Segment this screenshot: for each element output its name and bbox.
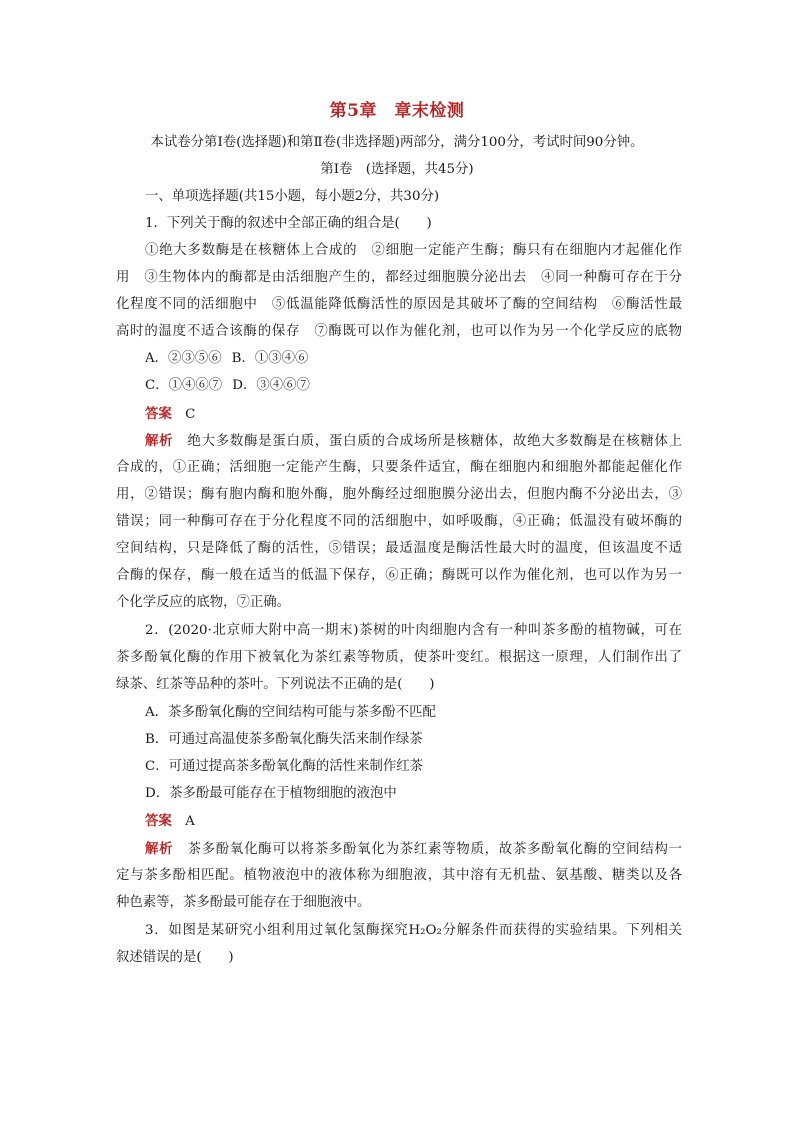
q2-stem-line: 绿茶、红茶等品种的茶叶。下列说法不正确的是( ) <box>116 677 435 692</box>
chapter-title: 第5章 章末检测 <box>329 101 465 121</box>
q1-analysis-line: 个化学反应的底物，⑦正确。 <box>116 595 291 610</box>
answer-label: 答案 <box>145 406 172 422</box>
analysis-text: 茶多酚氧化酶可以将茶多酚氧化为茶红素等物质，故茶多酚氧化酶的空间结构一 <box>187 842 682 857</box>
q1-options-row <box>145 349 682 369</box>
q2-stem: 2．(2020·北京师大附中高一期末)茶树的叶肉细胞内含有一种叫茶多酚的植物碱，可在 <box>145 623 682 638</box>
answer-value: A <box>185 814 195 829</box>
q1-analysis-line: 合成的，①正确；活细胞一定能产生酶，只要条件适宜，酶在细胞内和细胞外都能起催化作 <box>116 460 682 475</box>
q3-stem-line: 叙述错误的是( ) <box>116 950 234 965</box>
q3-stem: 3．如图是某研究小组利用过氧化氢酶探究H₂O₂分解条件而获得的实验结果。下列相关 <box>145 923 682 938</box>
q1-body-line: 高时的温度不适合该酶的保存 ⑦酶既可以作为催化剂，也可以作为另一个化学反应的底物 <box>116 324 682 339</box>
q2-answer <box>145 811 682 832</box>
q2-analysis-line: 定与茶多酚相匹配。植物液泡中的液体称为细胞液，其中溶有无机盐、氨基酸、糖类以及各 <box>116 868 682 883</box>
exam-intro: 本试卷分第Ⅰ卷(选择题)和第Ⅱ卷(非选择题)两部分，满分100分，考试时间90分钟。 <box>150 135 644 150</box>
q2-stem-line: 茶多酚氧化酶的作用下被氧化为茶红素等物质，使茶叶变红。根据这一原理，人们制作出了 <box>116 650 682 665</box>
q2-option-b: B．可通过高温使茶多酚氧化酶失活来制作绿茶 <box>145 732 423 747</box>
q2-option-a: A．茶多酚氧化酶的空间结构可能与茶多酚不匹配 <box>145 705 436 720</box>
q2-option-c: C．可通过提高茶多酚氧化酶的活性来制作红茶 <box>145 759 424 774</box>
answer-value: C <box>185 407 196 422</box>
q1-option-c: C．①④⑥⑦ <box>145 378 223 393</box>
q1-option-b: B．①③④⑥ <box>231 351 309 366</box>
analysis-label: 解析 <box>145 433 174 449</box>
q1-answer <box>145 404 682 425</box>
analysis-text: 绝大多数酶是蛋白质，蛋白质的合成场所是核糖体，故绝大多数酶是在核糖体上 <box>187 434 682 449</box>
q1-body-line: 化程度不同的活细胞中 ⑤低温能降低酶活性的原因是其破坏了酶的空间结构 ⑥酶活性最 <box>116 297 682 312</box>
q1-analysis-line <box>145 431 682 452</box>
q2-option-d: D．茶多酚最可能存在于植物细胞的液泡中 <box>145 786 397 801</box>
q2-analysis-line: 种色素等，茶多酚最可能存在于细胞液中。 <box>116 895 371 910</box>
part1-header: 第Ⅰ卷 (选择题，共45分) <box>320 162 474 177</box>
q1-analysis-line: 合酶的保存，酶一般在适当的低温下保存，⑥正确；酶既可以作为催化剂，也可以作为另一 <box>116 568 682 583</box>
q2-analysis-line <box>145 839 682 860</box>
q1-body-line: 用 ③生物体内的酶都是由活细胞产生的，都经过细胞膜分泌出去 ④同一种酶可存在于分 <box>116 270 682 285</box>
analysis-label: 解析 <box>145 841 174 857</box>
q1-body-line: ①绝大多数酶是在核糖体上合成的 ②细胞一定能产生酶；酶只有在细胞内才起催化作 <box>145 243 682 258</box>
answer-label: 答案 <box>145 813 172 829</box>
q1-option-d: D．③④⑥⑦ <box>232 378 310 393</box>
q1-analysis-line: 空间结构，只是降低了酶的活性，⑤错误；最适温度是酶活性最大时的温度，但该温度不适 <box>116 541 682 556</box>
section1-header: 一、单项选择题(共15小题，每小题2分，共30分) <box>145 189 440 204</box>
q1-analysis-line: 错误；同一种酶可存在于分化程度不同的活细胞中，如呼吸酶，④正确；低温没有破坏酶的 <box>116 514 682 529</box>
q1-analysis-line: 用，②错误；酶有胞内酶和胞外酶，胞外酶经过细胞膜分泌出去，但胞内酶不分泌出去，③ <box>116 487 682 502</box>
q1-stem: 1．下列关于酶的叙述中全部正确的组合是( ) <box>145 216 432 231</box>
q1-option-a: A．②③⑤⑥ <box>145 351 222 366</box>
q1-options-row <box>145 376 682 396</box>
